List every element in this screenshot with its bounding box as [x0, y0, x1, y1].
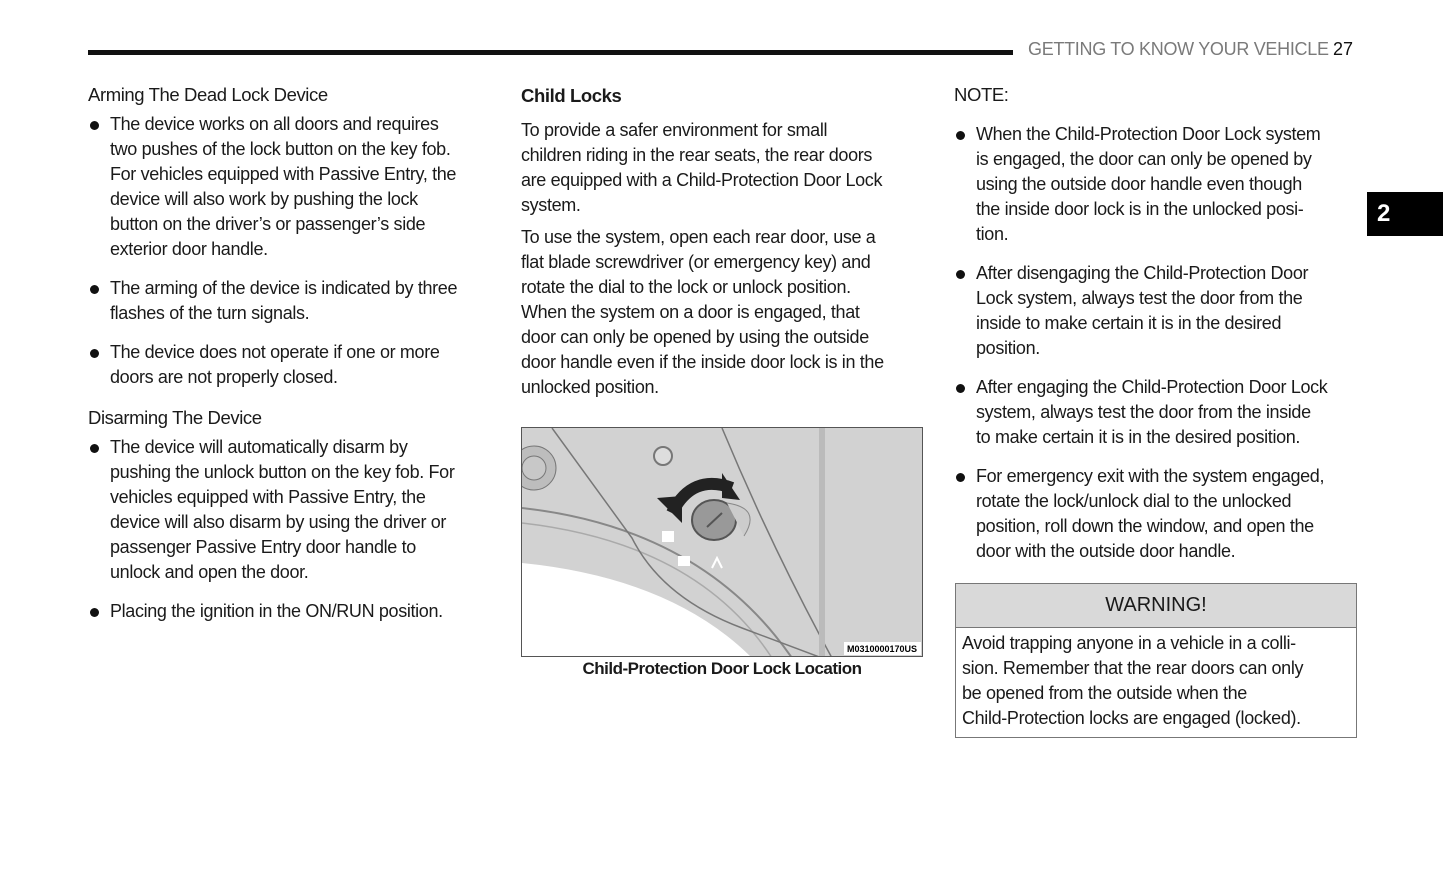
- text-line: pushing the unlock button on the key fob. For: [110, 462, 455, 482]
- bullet-icon: [90, 349, 99, 358]
- disarming-bullets: [88, 435, 455, 624]
- text-line: For emergency exit with the system engaged,: [976, 466, 1325, 486]
- bullet-icon: [90, 121, 99, 130]
- child-locks-heading: Child Locks: [521, 85, 622, 106]
- text-line: When the Child-Protection Door Lock system: [976, 124, 1321, 144]
- child-locks-para-2: [521, 225, 884, 400]
- bullet-icon: [90, 285, 99, 294]
- bullet-item: [954, 122, 1327, 247]
- text-line: door can only be opened by using the outside: [521, 327, 869, 347]
- text-line: door with the outside door handle.: [976, 541, 1236, 561]
- text-line: The arming of the device is indicated by three: [110, 278, 458, 298]
- text-line: After engaging the Child-Protection Door Lock: [976, 377, 1328, 397]
- bullet-item: [88, 599, 455, 624]
- text-line: flashes of the turn signals.: [110, 303, 310, 323]
- text-line: The device works on all doors and requires: [110, 114, 439, 134]
- warning-box: [955, 583, 1357, 738]
- arming-bullets: [88, 112, 457, 390]
- text-line: After disengaging the Child-Protection Door: [976, 263, 1309, 283]
- page-number: 27: [1333, 39, 1354, 59]
- bullet-icon: [90, 608, 99, 617]
- text-line: position.: [976, 338, 1040, 358]
- bullet-item: [954, 464, 1327, 564]
- child-locks-para-1: [521, 118, 882, 218]
- bullet-icon: [90, 444, 99, 453]
- text-line: doors are not properly closed.: [110, 367, 338, 387]
- text-line: tion.: [976, 224, 1009, 244]
- text-line: Placing the ignition in the ON/RUN position.: [110, 601, 443, 621]
- text-line: Avoid trapping anyone in a vehicle in a colli-: [962, 633, 1296, 653]
- text-line: passenger Passive Entry door handle to: [110, 537, 416, 557]
- note-bullets: [954, 122, 1327, 564]
- text-line: When the system on a door is engaged, that: [521, 302, 860, 322]
- header-rule: [88, 50, 1013, 55]
- text-line: vehicles equipped with Passive Entry, the: [110, 487, 426, 507]
- warning-body: [956, 628, 1356, 731]
- chapter-tab: 2: [1367, 192, 1443, 236]
- text-line: button on the driver’s or passenger’s side: [110, 214, 426, 234]
- text-line: position, roll down the window, and open the: [976, 516, 1314, 536]
- text-line: the inside door lock is in the unlocked posi-: [976, 199, 1304, 219]
- bullet-icon: [956, 473, 965, 482]
- text-line: flat blade screwdriver (or emergency key) and: [521, 252, 871, 272]
- text-line: be opened from the outside when the: [962, 683, 1247, 703]
- text-line: rotate the dial to the lock or unlock position.: [521, 277, 851, 297]
- text-line: is engaged, the door can only be opened by: [976, 149, 1312, 169]
- text-line: door handle even if the inside door lock is in the: [521, 352, 884, 372]
- text-line: exterior door handle.: [110, 239, 268, 259]
- text-line: To use the system, open each rear door, use a: [521, 227, 876, 247]
- bullet-item: [954, 375, 1327, 450]
- text-line: two pushes of the lock button on the key fob.: [110, 139, 451, 159]
- arming-heading: Arming The Dead Lock Device: [88, 84, 328, 105]
- text-line: To provide a safer environment for small: [521, 120, 828, 140]
- text-line: Lock system, always test the door from the: [976, 288, 1303, 308]
- text-line: unlocked position.: [521, 377, 659, 397]
- text-line: device will also disarm by using the driver or: [110, 512, 447, 532]
- text-line: inside to make certain it is in the desired: [976, 313, 1282, 333]
- note-label: NOTE:: [954, 84, 1009, 105]
- child-lock-illustration: [521, 427, 923, 657]
- text-line: are equipped with a Child-Protection Door Lock: [521, 170, 883, 190]
- text-line: system, always test the door from the inside: [976, 402, 1311, 422]
- bullet-icon: [956, 131, 965, 140]
- image-code: M0310000170US: [846, 644, 918, 654]
- bullet-item: [954, 261, 1327, 361]
- text-line: For vehicles equipped with Passive Entry, the: [110, 164, 457, 184]
- text-line: rotate the lock/unlock dial to the unlocked: [976, 491, 1292, 511]
- text-line: children riding in the rear seats, the rear doors: [521, 145, 873, 165]
- bullet-icon: [956, 270, 965, 279]
- text-line: device will also work by pushing the lock: [110, 189, 418, 209]
- disarming-heading: Disarming The Device: [88, 407, 262, 428]
- text-line: The device will automatically disarm by: [110, 437, 408, 457]
- text-line: to make certain it is in the desired position.: [976, 427, 1301, 447]
- bullet-icon: [956, 384, 965, 393]
- text-line: system.: [521, 195, 581, 215]
- section-title: GETTING TO KNOW YOUR VEHICLE: [1028, 39, 1329, 59]
- figure-caption: Child-Protection Door Lock Location: [582, 659, 862, 678]
- text-line: Child-Protection locks are engaged (locked).: [962, 708, 1301, 728]
- bullet-item: [88, 112, 457, 262]
- bullet-item: [88, 276, 457, 326]
- warning-title: WARNING!: [956, 584, 1356, 628]
- bullet-item: [88, 340, 457, 390]
- text-line: using the outside door handle even though: [976, 174, 1302, 194]
- bullet-item: [88, 435, 455, 585]
- text-line: sion. Remember that the rear doors can only: [962, 658, 1304, 678]
- text-line: The device does not operate if one or more: [110, 342, 440, 362]
- text-line: unlock and open the door.: [110, 562, 309, 582]
